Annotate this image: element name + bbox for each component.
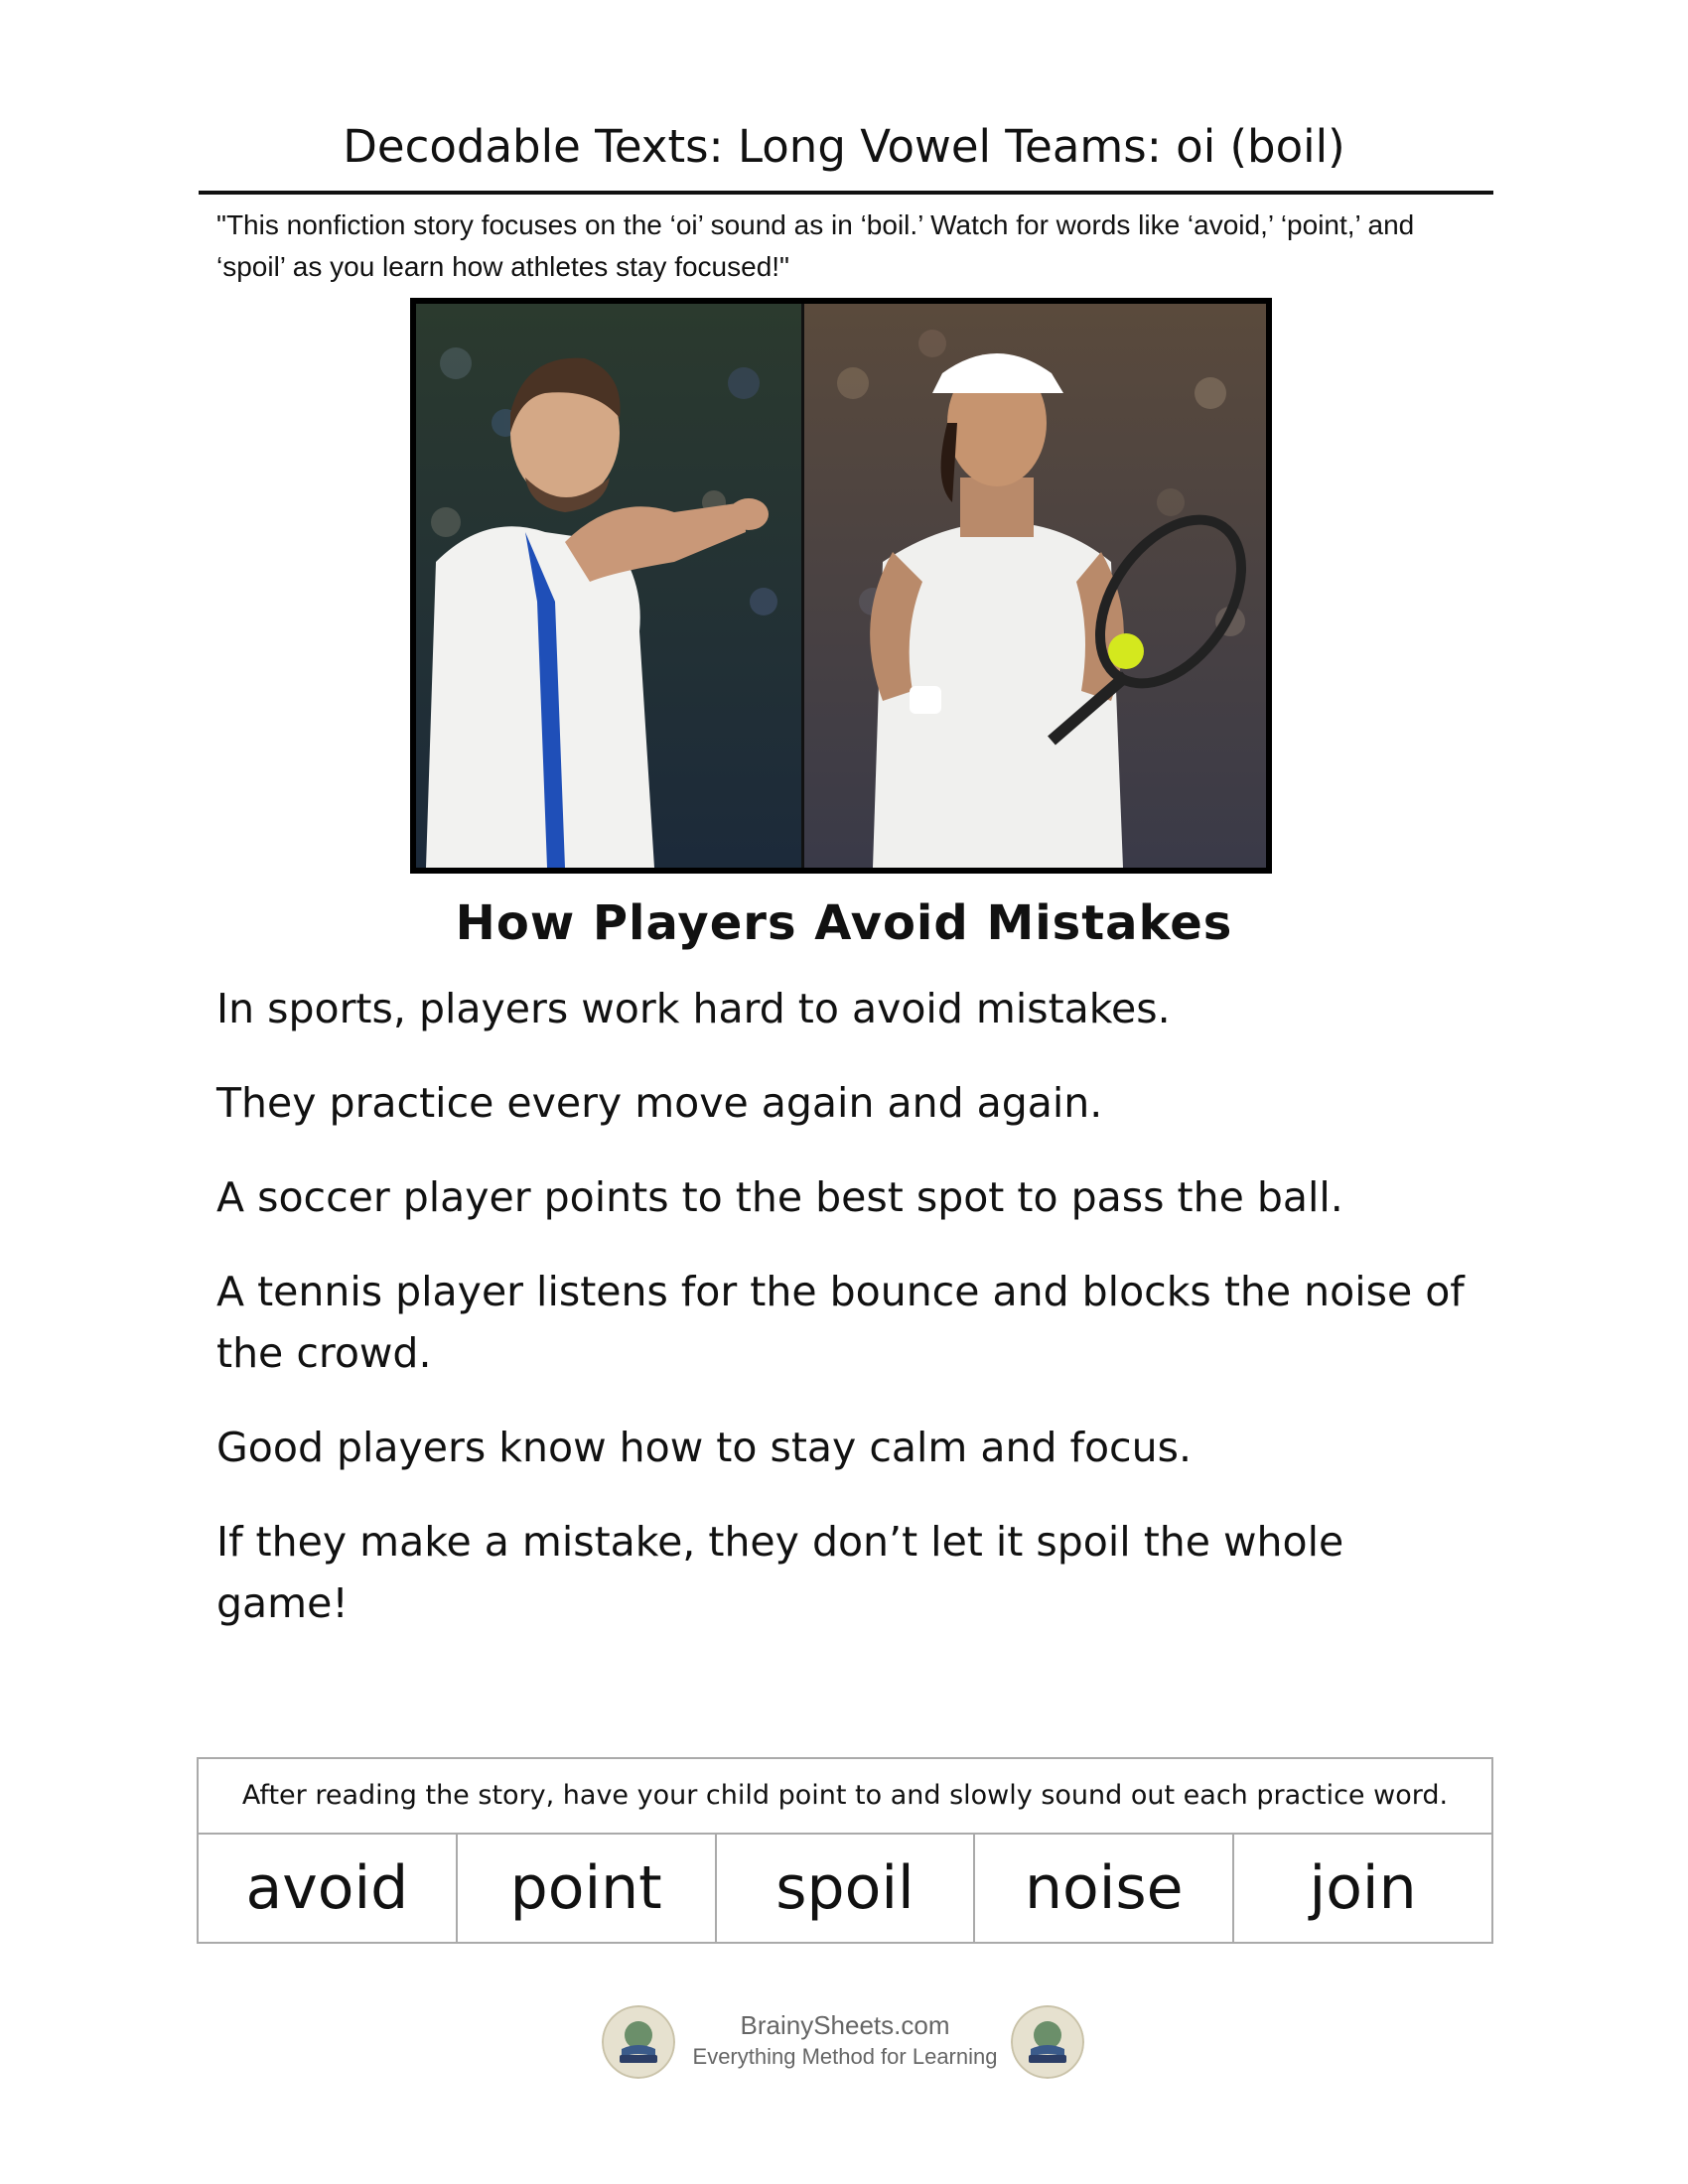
story-paragraph: If they make a mistake, they don’t let it spoil the whole game! xyxy=(216,1518,1344,1627)
story-title: How Players Avoid Mistakes xyxy=(455,895,1233,951)
story-paragraph: A tennis player listens for the bounce and blocks the noise of the crowd. xyxy=(216,1268,1465,1377)
practice-word-table xyxy=(197,1757,1493,1944)
story-paragraph: They practice every move again and again. xyxy=(216,1079,1103,1127)
intro-text: "This nonfiction story focuses on the ‘oi’ sound as in ‘boil.’ Watch for words like ‘avoid,’ ‘point,’ and ‘spoil’ as you learn how athletes stay focused!" xyxy=(216,209,1415,282)
practice-word: spoil xyxy=(717,1835,976,1942)
practice-word: point xyxy=(458,1835,717,1942)
page-title: Decodable Texts: Long Vowel Teams: oi (boil) xyxy=(343,120,1345,173)
practice-word: join xyxy=(1309,1853,1417,1923)
story-paragraph: In sports, players work hard to avoid mistakes. xyxy=(216,985,1171,1032)
footer-site: BrainySheets.com xyxy=(740,2010,950,2040)
story-body xyxy=(216,978,1477,1667)
practice-word: noise xyxy=(975,1835,1234,1942)
practice-word: avoid xyxy=(199,1835,458,1942)
athletes-photo xyxy=(410,298,1272,874)
story-paragraph: Good players know how to stay calm and focus. xyxy=(216,1424,1192,1471)
practice-instruction: After reading the story, have your child point to and slowly sound out each practice word. xyxy=(199,1759,1491,1835)
brainysheets-logo-icon xyxy=(1011,2005,1084,2079)
story-paragraph: A soccer player points to the best spot to pass the ball. xyxy=(216,1173,1343,1221)
brainysheets-logo-icon xyxy=(602,2005,675,2079)
practice-word-row xyxy=(199,1835,1491,1942)
footer xyxy=(596,2000,1092,2080)
footer-tagline: Everything Method for Learning xyxy=(692,2044,998,2069)
title-divider xyxy=(199,191,1493,195)
